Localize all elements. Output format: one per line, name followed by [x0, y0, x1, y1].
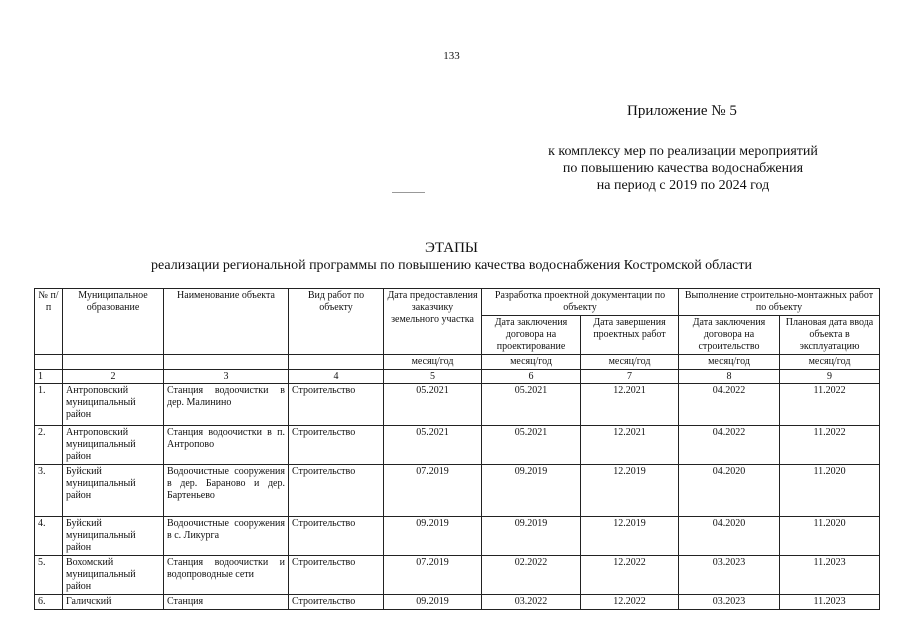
document-title: ЭТАПЫ — [424, 240, 479, 256]
header-land-date: Дата предоставления заказчику земельного участка — [384, 289, 482, 355]
appendix-subtitle — [520, 143, 846, 194]
row-design-contract: 05.2021 — [482, 384, 581, 426]
row-design-contract: 05.2021 — [482, 426, 581, 465]
unit-label: месяц/год — [780, 355, 880, 370]
column-number: 6 — [482, 370, 581, 384]
row-construction-contract: 04.2022 — [679, 384, 780, 426]
row-num: 6. — [35, 595, 63, 610]
row-land-date: 07.2019 — [384, 465, 482, 517]
row-design-contract: 02.2022 — [482, 556, 581, 595]
table-row — [35, 384, 880, 426]
row-municipality: Антроповский муниципальный район — [63, 384, 164, 426]
document-subtitle: реализации региональной программы по повышению качества водоснабжения Костромской области — [151, 258, 752, 273]
unit-label: месяц/год — [679, 355, 780, 370]
row-work: Строительство — [289, 465, 384, 517]
row-num: 4. — [35, 517, 63, 556]
row-work: Строительство — [289, 556, 384, 595]
row-design-end: 12.2022 — [581, 556, 679, 595]
row-object: Станция — [164, 595, 289, 610]
table-row — [35, 426, 880, 465]
table-row — [35, 595, 880, 610]
column-number: 9 — [780, 370, 880, 384]
row-municipality: Антроповский муниципальный район — [63, 426, 164, 465]
column-number: 3 — [164, 370, 289, 384]
header-construction-group: Выполнение строительно-монтажных работ по объекту — [679, 289, 880, 316]
row-design-end: 12.2019 — [581, 465, 679, 517]
row-object: Водоочистные сооружения в дер. Бараново и дер. Бартеньево — [164, 465, 289, 517]
row-commissioning: 11.2020 — [780, 517, 880, 556]
row-num: 3. — [35, 465, 63, 517]
header-num: № п/п — [35, 289, 63, 355]
row-design-end: 12.2021 — [581, 384, 679, 426]
row-object: Станция водоочистки в дер. Малинино — [164, 384, 289, 426]
header-commissioning: Плановая дата ввода объекта в эксплуатацию — [780, 316, 880, 355]
row-design-end: 12.2019 — [581, 517, 679, 556]
table-row — [35, 465, 880, 517]
row-municipality: Галичский — [63, 595, 164, 610]
row-object: Водоочистные сооружения в с. Ликурга — [164, 517, 289, 556]
header-object: Наименование объекта — [164, 289, 289, 355]
row-land-date: 05.2021 — [384, 426, 482, 465]
row-municipality: Буйский муниципальный район — [63, 517, 164, 556]
row-commissioning: 11.2020 — [780, 465, 880, 517]
row-num: 2. — [35, 426, 63, 465]
row-municipality: Буйский муниципальный район — [63, 465, 164, 517]
row-num: 1. — [35, 384, 63, 426]
column-number: 2 — [63, 370, 164, 384]
row-commissioning: 11.2022 — [780, 384, 880, 426]
appendix-title: Приложение № 5 — [627, 103, 737, 119]
header-design-end: Дата завершения проектных работ — [581, 316, 679, 355]
row-work: Строительство — [289, 384, 384, 426]
header-municipality: Муниципальное образование — [63, 289, 164, 355]
column-number: 5 — [384, 370, 482, 384]
table-row — [35, 556, 880, 595]
row-design-end: 12.2022 — [581, 595, 679, 610]
row-design-contract: 03.2022 — [482, 595, 581, 610]
row-construction-contract: 04.2022 — [679, 426, 780, 465]
row-design-contract: 09.2019 — [482, 517, 581, 556]
row-commissioning: 11.2023 — [780, 595, 880, 610]
row-commissioning: 11.2022 — [780, 426, 880, 465]
divider — [392, 192, 425, 193]
row-object: Станция водоочистки и водопроводные сети — [164, 556, 289, 595]
page-number: 133 — [443, 50, 460, 62]
stages-table — [34, 288, 880, 610]
subtitle-line: на период с 2019 по 2024 год — [596, 178, 770, 193]
unit-label: месяц/год — [581, 355, 679, 370]
header-design-group: Разработка проектной документации по объекту — [482, 289, 679, 316]
header-construction-contract: Дата заключения договора на строительство — [679, 316, 780, 355]
unit-label: месяц/год — [384, 355, 482, 370]
row-construction-contract: 03.2023 — [679, 556, 780, 595]
row-num: 5. — [35, 556, 63, 595]
subtitle-line: по повышению качества водоснабжения — [562, 161, 804, 176]
row-land-date: 05.2021 — [384, 384, 482, 426]
row-land-date: 07.2019 — [384, 556, 482, 595]
row-object: Станция водоочистки в п. Антропово — [164, 426, 289, 465]
row-land-date: 09.2019 — [384, 517, 482, 556]
row-construction-contract: 03.2023 — [679, 595, 780, 610]
row-work: Строительство — [289, 517, 384, 556]
row-commissioning: 11.2023 — [780, 556, 880, 595]
column-number: 8 — [679, 370, 780, 384]
row-municipality: Вохомский муниципальный район — [63, 556, 164, 595]
row-design-end: 12.2021 — [581, 426, 679, 465]
unit-label: месяц/год — [482, 355, 581, 370]
header-work-type: Вид работ по объекту — [289, 289, 384, 355]
row-construction-contract: 04.2020 — [679, 465, 780, 517]
row-design-contract: 09.2019 — [482, 465, 581, 517]
row-work: Строительство — [289, 426, 384, 465]
header-design-contract: Дата заключения договора на проектирование — [482, 316, 581, 355]
row-land-date: 09.2019 — [384, 595, 482, 610]
row-construction-contract: 04.2020 — [679, 517, 780, 556]
subtitle-line: к комплексу мер по реализации мероприятий — [548, 144, 818, 159]
row-work: Строительство — [289, 595, 384, 610]
table-row — [35, 517, 880, 556]
column-number: 1 — [35, 370, 63, 384]
column-number: 4 — [289, 370, 384, 384]
column-number: 7 — [581, 370, 679, 384]
